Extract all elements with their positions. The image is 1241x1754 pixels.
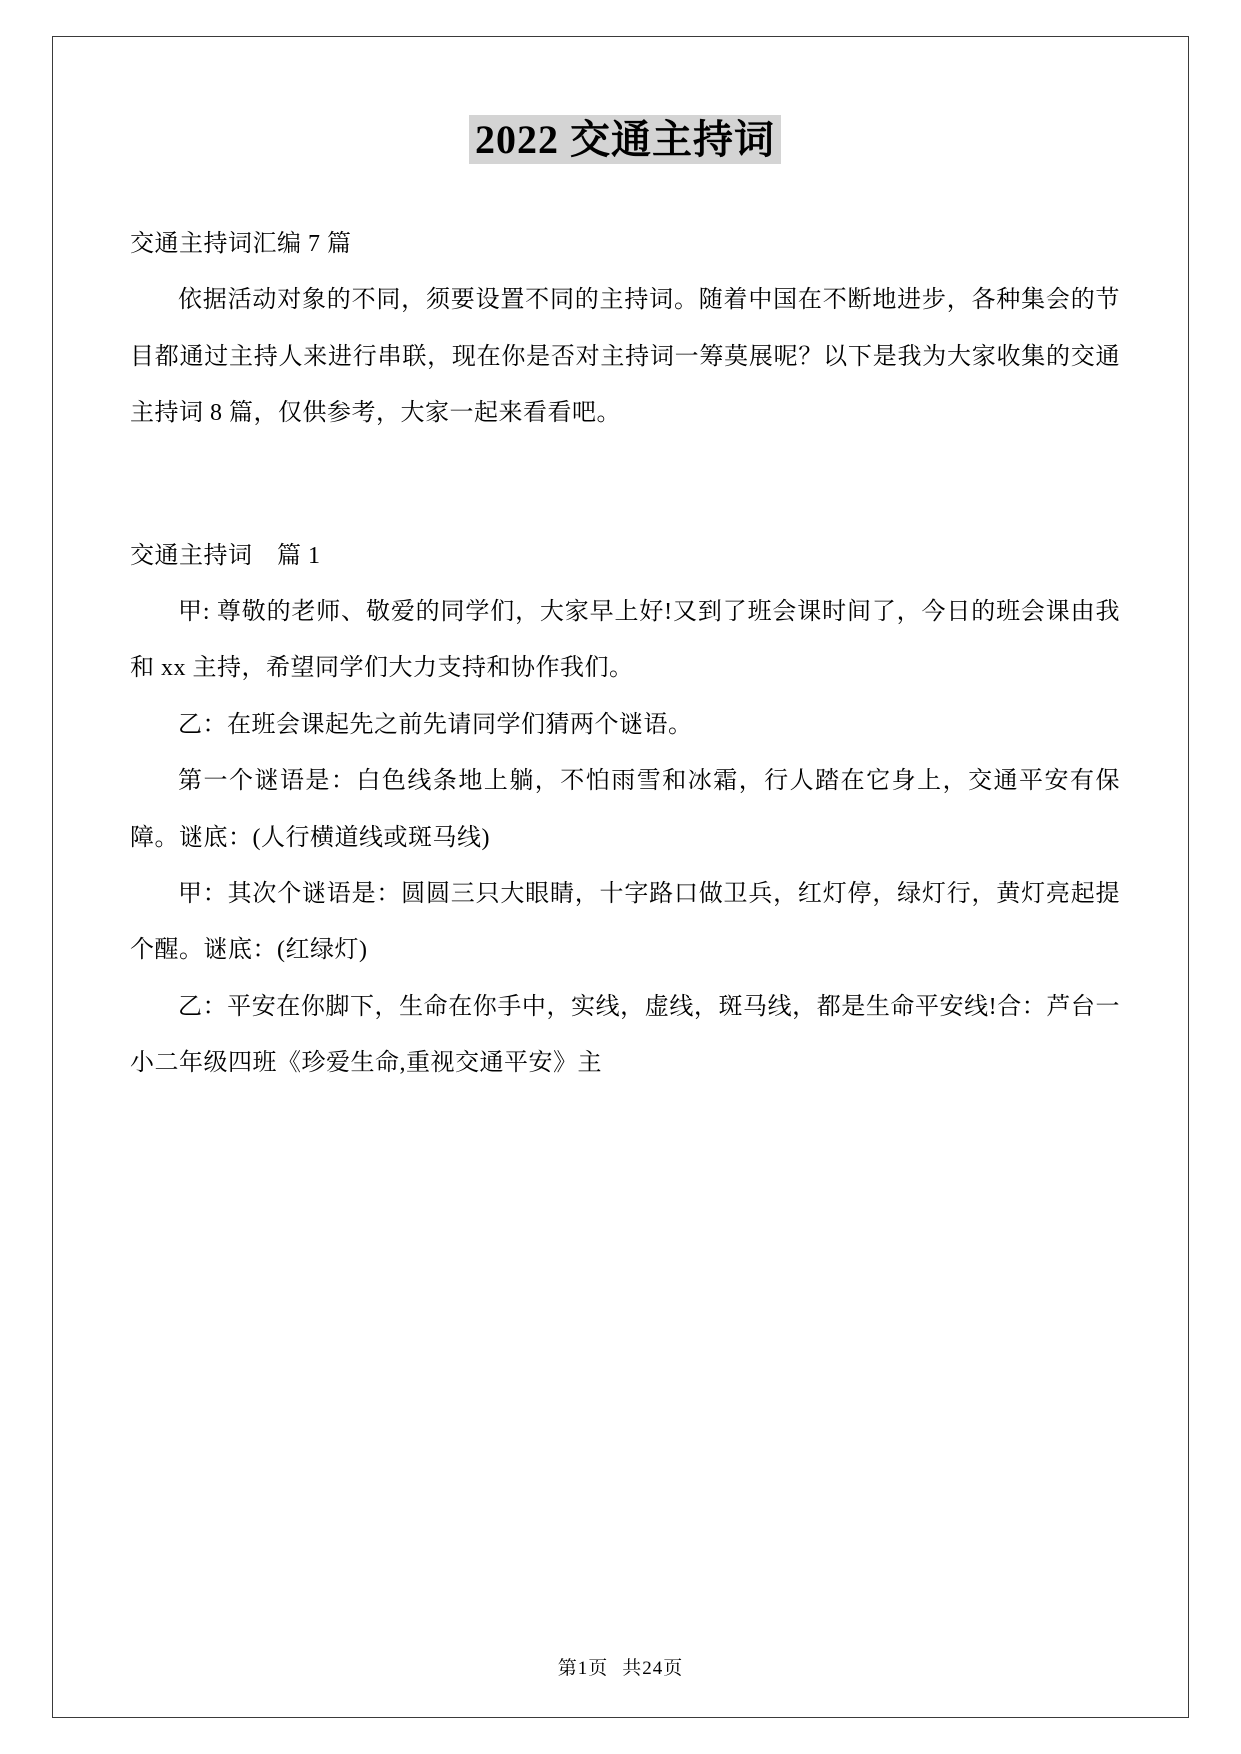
paragraph-3: 第一个谜语是：白色线条地上躺，不怕雨雪和冰霜，行人踏在它身上，交通平安有保障。谜底：(人行横道线或斑马线) [130,768,1120,851]
spacer [130,170,1120,216]
footer-total-suffix: 页 [663,1658,684,1679]
page-title [130,110,1120,170]
paragraph-5: 乙：平安在你脚下，生命在你手中，实线，虚线，斑马线，都是生命平安线!合：芦台一小二年级四班《珍爱生命,重视交通平安》主 [130,993,1120,1077]
footer-total-prefix: 共 [622,1658,643,1679]
page-title-text: 2022 交通主持词 [469,115,781,164]
footer-page-suffix: 页 [588,1658,609,1679]
footer-page-prefix: 第 [557,1658,578,1679]
document-content [130,110,1120,1091]
section-heading-1: 交通主持词 篇 1 [130,542,321,569]
footer-total-pages: 24 [642,1658,664,1679]
spacer [130,442,1120,528]
footer-current-page: 1 [577,1658,589,1679]
paragraph-1: 甲: 尊敬的老师、敬爱的同学们，大家早上好!又到了班会课时间了，今日的班会课由我和 xx 主持，希望同学们大力支持和协作我们。 [130,598,1120,682]
document-subtitle: 交通主持词汇编 7 篇 [130,231,352,257]
page-footer [0,1653,1241,1680]
paragraph-intro: 依据活动对象的不同，须要设置不同的主持词。随着中国在不断地进步，各种集会的节目都通过主持人来进行串联，现在你是否对主持词一筹莫展呢？以下是我为大家收集的交通主持词 8 篇，仅供参考，大家一起来看看吧。 [130,287,1120,427]
paragraph-4: 甲：其次个谜语是：圆圆三只大眼睛，十字路口做卫兵，红灯停，绿灯行，黄灯亮起提个醒。谜底：(红绿灯) [130,880,1120,964]
paragraph-2: 乙：在班会课起先之前先请同学们猜两个谜语。 [178,711,693,738]
